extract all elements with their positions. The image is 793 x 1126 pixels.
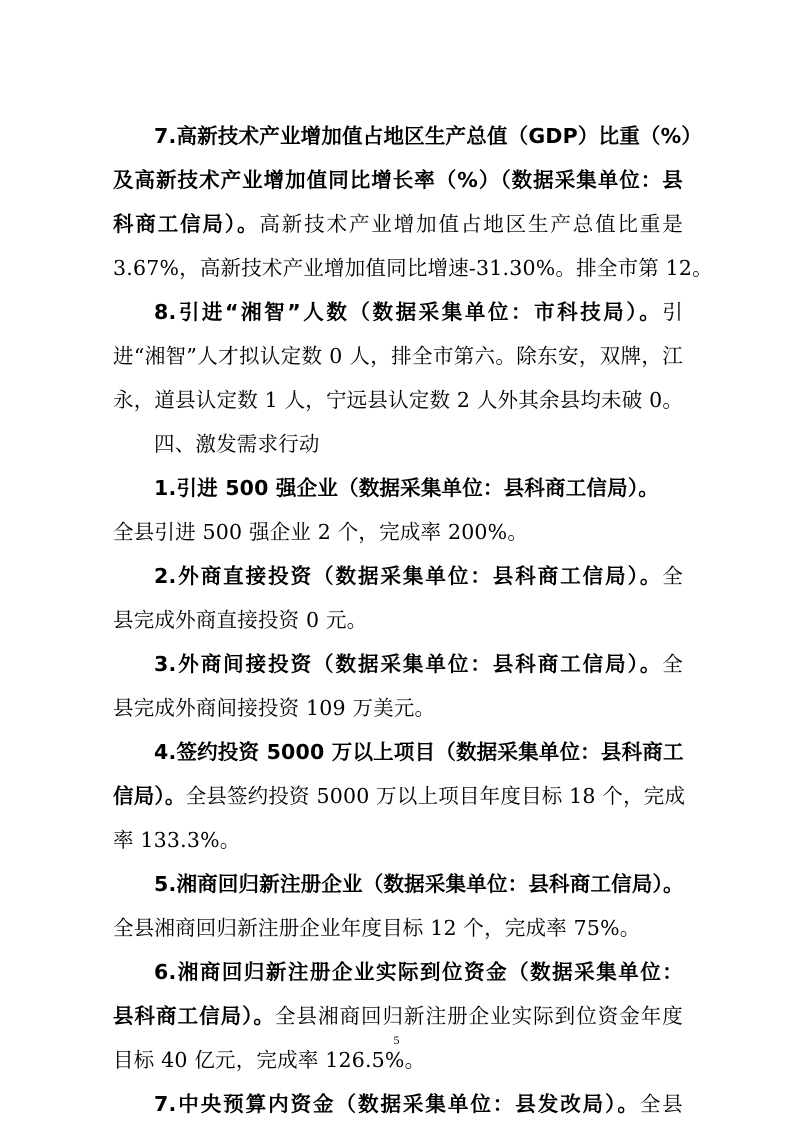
- line-text: 县完成外商间接投资 109 万美元。: [113, 696, 436, 720]
- body-text: [113, 114, 713, 1126]
- bold-heading: 科商工信局）。: [113, 212, 260, 236]
- text-line: [113, 642, 683, 686]
- text-line: [113, 334, 683, 378]
- line-text: 全县湘商回归新注册企业年度目标 12 个，完成率 75%。: [113, 916, 641, 940]
- text-line: [113, 862, 683, 906]
- bold-heading: 1.引进 500 强企业（数据采集单位：县科商工信局）。: [154, 476, 659, 500]
- bold-heading: 7.高新技术产业增加值占地区生产总值（GDP）比重（%）: [154, 124, 703, 148]
- line-text: 全县签约投资 5000 万以上项目年度目标 18 个，完成: [185, 784, 686, 808]
- text-line: [113, 730, 683, 774]
- line-text: 全县引进 500 强企业 2 个，完成率 200%。: [113, 520, 529, 544]
- bold-heading: 4.签约投资 5000 万以上项目（数据采集单位：县科商工: [154, 740, 684, 764]
- line-text: 引: [662, 300, 683, 324]
- bold-heading: 7.中央预算内资金（数据采集单位：县发改局）。: [154, 1092, 640, 1116]
- line-text: 全县: [639, 1092, 683, 1116]
- bold-heading: 8.引进“湘智”人数（数据采集单位：市科技局）。: [154, 300, 663, 324]
- text-line: [113, 466, 683, 510]
- text-line: [113, 378, 683, 422]
- text-line: [113, 114, 703, 158]
- section-heading: [113, 422, 683, 466]
- line-text: 永，道县认定数 1 人，宁远县认定数 2 人外其余县均未破 0。: [113, 388, 684, 412]
- bold-heading: 信局）。: [113, 784, 186, 808]
- line-text: 3.67%，高新技术产业增加值同比增速-31.30%。排全市第 12。: [113, 256, 713, 280]
- line-text: 率 133.3%。: [113, 828, 241, 852]
- text-line: [113, 906, 683, 950]
- page-number: 5: [393, 1033, 400, 1047]
- text-line: [113, 246, 713, 290]
- text-line: [113, 554, 683, 598]
- bold-heading: 县科商工信局）。: [113, 1004, 275, 1028]
- line-text: 进“湘智”人才拟认定数 0 人，排全市第六。除东安，双牌，江: [113, 344, 683, 368]
- text-line: [113, 818, 683, 862]
- text-line: [113, 686, 683, 730]
- line-text: 目标 40 亿元，完成率 126.5%。: [113, 1048, 426, 1072]
- bold-heading: 及高新技术产业增加值同比增长率（%）（数据采集单位：县: [113, 168, 683, 192]
- line-text: 四、激发需求行动: [154, 432, 320, 456]
- line-text: 全: [662, 652, 683, 676]
- text-line: [113, 158, 683, 202]
- text-line: [113, 774, 686, 818]
- line-text: 县完成外商直接投资 0 元。: [113, 608, 368, 632]
- line-text: 全: [662, 564, 683, 588]
- text-line: [113, 598, 683, 642]
- text-line: [113, 510, 683, 554]
- text-line: [113, 290, 683, 334]
- text-line: [113, 950, 683, 994]
- text-line: [113, 1082, 683, 1126]
- line-text: 高新技术产业增加值占地区生产总值比重是: [259, 212, 683, 236]
- text-line: [113, 994, 683, 1038]
- bold-heading: 3.外商间接投资（数据采集单位：县科商工信局）。: [154, 652, 663, 676]
- bold-heading: 6.湘商回归新注册企业实际到位资金（数据采集单位：: [154, 960, 683, 984]
- bold-heading: 2.外商直接投资（数据采集单位：县科商工信局）。: [154, 564, 663, 588]
- line-text: 全县湘商回归新注册企业实际到位资金年度: [274, 1004, 683, 1028]
- text-line: [113, 202, 683, 246]
- bold-heading: 5.湘商回归新注册企业（数据采集单位：县科商工信局）。: [154, 872, 684, 896]
